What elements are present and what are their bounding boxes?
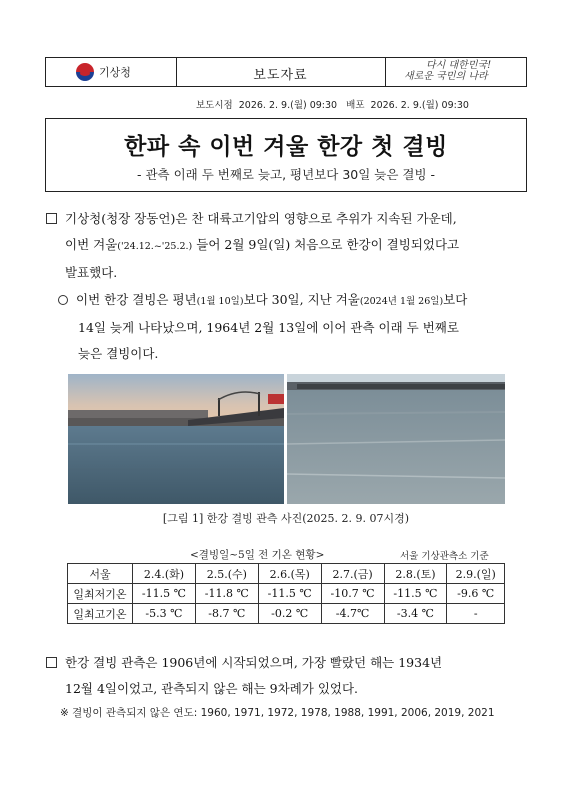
table-title: <결빙일~5일 전 기온 현황> xyxy=(190,549,325,561)
title-box xyxy=(45,118,527,192)
header-box xyxy=(45,57,527,87)
table-cell: -11.8 ℃ xyxy=(195,584,258,604)
table-row xyxy=(68,584,505,604)
table-cell: -8.7 ℃ xyxy=(195,604,258,624)
table-header-cell: 2.9.(일) xyxy=(447,564,505,584)
paragraph-2: 이번 한강 결빙은 평년(1월 10일)보다 30일, 지난 겨울(2024년 1월 26일)보다 14일 늦게 나타났으며, 1964년 2월 13일에 이어 관측 이래 두 번째로 늦은 결빙이다. xyxy=(58,287,518,367)
row-label: 일최고기온 xyxy=(68,604,133,624)
slogan-calligraphy: 다시 대한민국! 새로운 국민의 나라 xyxy=(404,60,492,82)
page-title: 한파 속 이번 겨울 한강 첫 결빙 xyxy=(124,134,448,160)
table-header-cell: 2.5.(수) xyxy=(195,564,258,584)
table-header-cell: 2.8.(토) xyxy=(384,564,447,584)
table-header-cell: 2.6.(목) xyxy=(258,564,321,584)
table-cell: -0.2 ℃ xyxy=(258,604,321,624)
row-label: 일최저기온 xyxy=(68,584,133,604)
square-bullet-icon xyxy=(46,213,57,224)
figure-caption: [그림 1] 한강 결빙 관측 사진(2025. 2. 9. 07시경) xyxy=(162,512,410,525)
table-header-cell: 2.4.(화) xyxy=(133,564,196,584)
table-cell: -11.5 ℃ xyxy=(258,584,321,604)
table-note: 서울 기상관측소 기준 xyxy=(400,551,489,562)
doc-type-label: 보도자료 xyxy=(253,68,308,83)
table-header-row xyxy=(68,564,505,584)
paragraph-1: 기상청(청장 장동언)은 찬 대륙고기압의 영향으로 추위가 지속된 가운데, 이번 겨울('24.12.~'25.2.) 들어 2월 9일(일) 처음으로 한강이 결빙되었다고 발표했다. xyxy=(46,206,516,286)
paragraph-3: 한강 결빙 관측은 1906년에 시작되었으며, 가장 빨랐던 해는 1934년 12월 4일이었고, 관측되지 않은 해는 9차례가 있었다. xyxy=(46,650,516,702)
han-river-photo-left xyxy=(68,374,284,504)
han-river-photo-right xyxy=(287,374,505,504)
header-divider xyxy=(385,58,386,86)
circle-bullet-icon xyxy=(58,295,68,305)
square-bullet-icon xyxy=(46,657,57,668)
page-subtitle: - 관측 이래 두 번째로 늦고, 평년보다 30일 늦은 결빙 - xyxy=(136,167,436,182)
table-cell: -11.5 ℃ xyxy=(133,584,196,604)
release-time: 보도시점 2026. 2. 9.(월) 09:30 배포 2026. 2. 9.(월) 09:30 xyxy=(196,100,469,111)
table-cell: -4.7℃ xyxy=(321,604,384,624)
table-header-cell: 2.7.(금) xyxy=(321,564,384,584)
table-cell: - xyxy=(447,604,505,624)
table-cell: -3.4 ℃ xyxy=(384,604,447,624)
agency-name: 기상청 xyxy=(99,66,131,79)
table-cell: -10.7 ℃ xyxy=(321,584,384,604)
table-header-cell: 서울 xyxy=(68,564,133,584)
table-row xyxy=(68,604,505,624)
table-cell: -9.6 ℃ xyxy=(447,584,505,604)
table-cell: -5.3 ℃ xyxy=(133,604,196,624)
temperature-table xyxy=(67,563,505,624)
table-cell: -11.5 ℃ xyxy=(384,584,447,604)
kma-logo-icon xyxy=(76,63,94,81)
footnote: ※ 결빙이 관측되지 않은 연도: 1960, 1971, 1972, 1978, 1988, 1991, 2006, 2019, 2021 xyxy=(60,707,495,719)
